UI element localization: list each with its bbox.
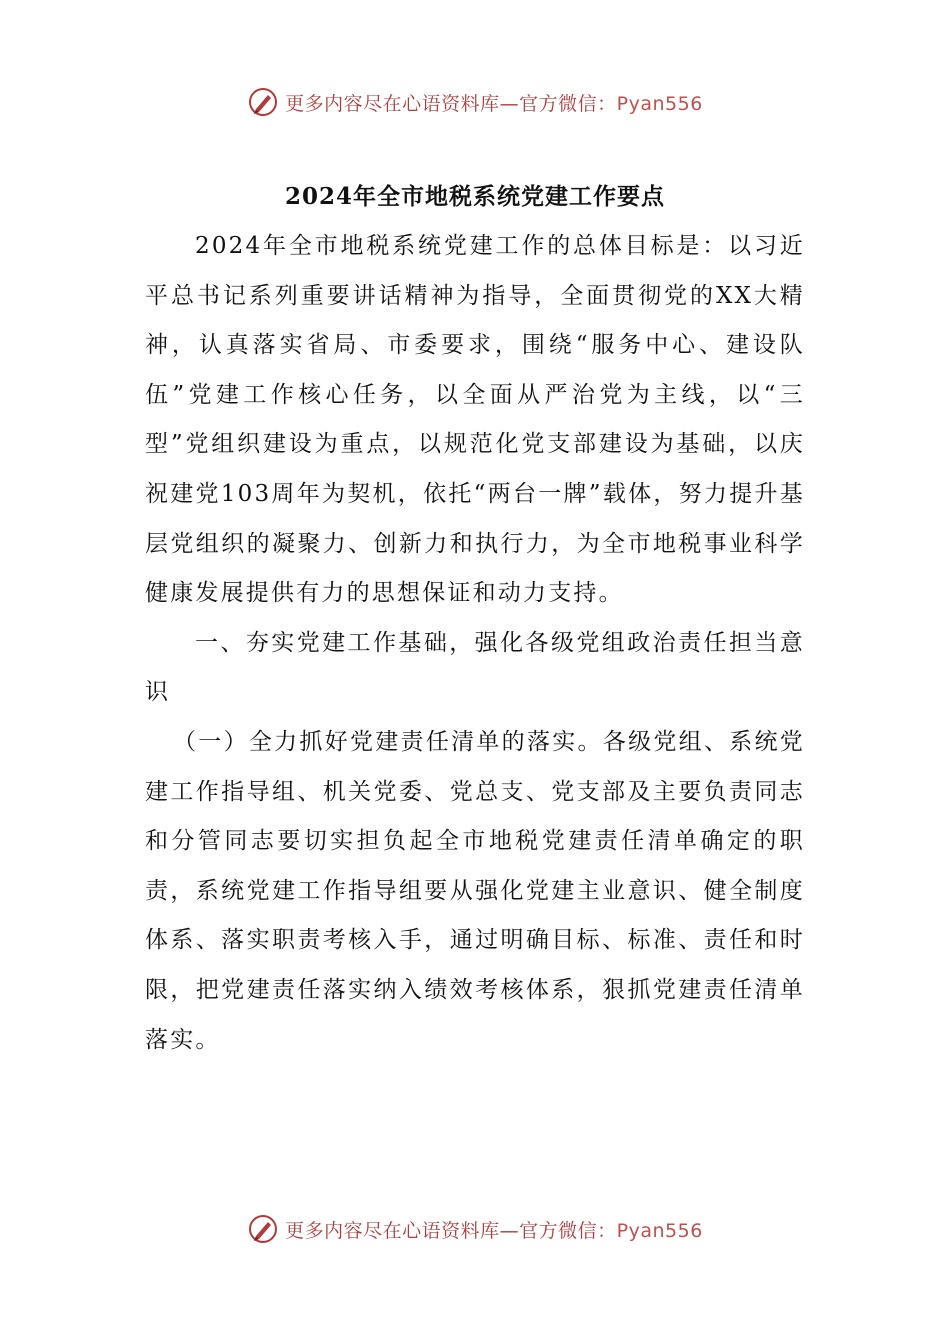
footer-watermark <box>0 1209 950 1249</box>
paragraph-intro: 2024年全市地税系统党建工作的总体目标是：以习近平总书记系列重要讲话精神为指导，全面贯彻党的XX大精神，认真落实省局、市委要求，围绕“服务中心、建设队伍”党建工作核心任务，以全面从严治党为主线，以“三型”党组织建设为重点，以规范化党支部建设为基础，以庆祝建党103周年为契机，依托“两台一牌”载体，努力提升基层党组织的凝聚力、创新力和执行力，为全市地税事业科学健康发展提供有力的思想保证和动力支持。 <box>145 233 805 607</box>
section-heading-1: 一、夯实党建工作基础，强化各级党组政治责任担当意识 <box>145 629 805 706</box>
pen-logo-icon <box>247 86 279 118</box>
document-title: 2024年全市地税系统党建工作要点 <box>284 183 665 210</box>
header-watermark <box>0 82 950 122</box>
watermark-text: 更多内容尽在心语资料库—官方微信：Pyan556 <box>285 1219 703 1242</box>
pen-logo-icon <box>247 1213 279 1245</box>
document-body <box>145 222 805 1065</box>
watermark-text: 更多内容尽在心语资料库—官方微信：Pyan556 <box>285 92 703 115</box>
subsection-paragraph-1: （一）全力抓好党建责任清单的落实。各级党组、系统党建工作指导组、机关党委、党总支、党支部及主要负责同志和分管同志要切实担负起全市地税党建责任清单确定的职责，系统党建工作指导组要从强化党建主业意识、健全制度体系、落实职责考核入手，通过明确目标、标准、责任和时限，把党建责任落实纳入绩效考核体系，狠抓党建责任清单落实。 <box>145 728 805 1053</box>
